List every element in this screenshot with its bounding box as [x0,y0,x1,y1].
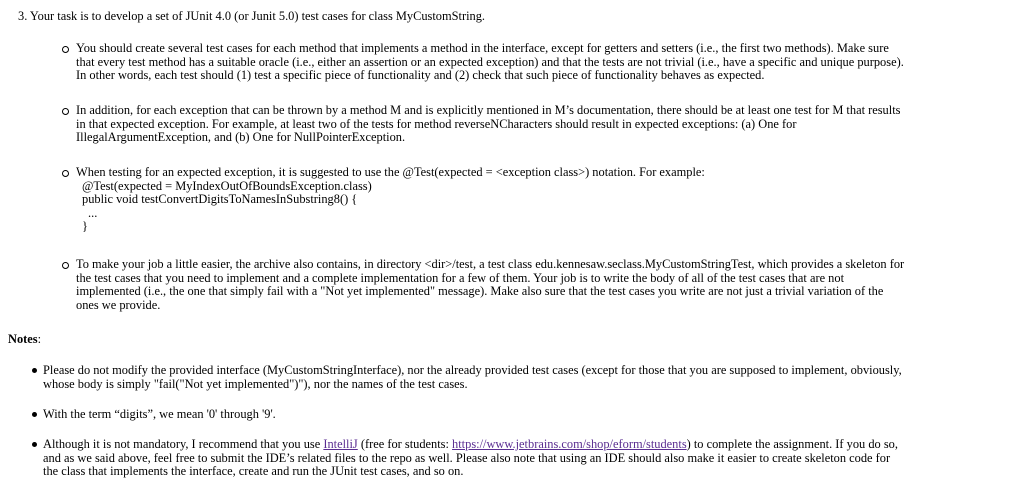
text-line [43,438,1013,452]
disc-bullet-icon [32,412,37,417]
circle-bullet-icon [62,170,69,177]
circle-bullet-icon [62,108,69,115]
text-line: the class that implements the interface, create and run the JUnit test cases, and so on. [43,464,464,479]
text-line: that every test method has a suitable oracle (i.e., either an assertion or an expected exception) and that the tests are not trivial (i.e., have a specific and unique purpose). [76,54,904,69]
notes-heading-colon: : [37,332,42,346]
text-line: in that expected exception. For example, at least two of the tests for method reverseNCharacters should result in expected exceptions: (a) One for [76,116,797,131]
code-line: } [82,219,88,234]
text-line: and as we said above, feel free to submit the IDE’s related files to the repo as well. Please also note that using an IDE should also make it easier to create skeleton code for [43,450,891,465]
note-text [43,408,1013,422]
list-item-text [76,104,1011,145]
list-item-text [76,42,1011,83]
text-line: Please do not modify the provided interface (MyCustomStringInterface), nor the already provided test cases (except for those that you are supposed to implement, obviously, [43,363,902,377]
task-statement: 3. Your task is to develop a set of JUnit 4.0 (or Junit 5.0) test cases for class MyCustomString. [18,9,486,23]
note-text [43,364,1013,391]
disc-bullet-icon [32,442,37,447]
notes-heading [8,333,41,347]
note-text-segment: (free for students: [357,437,453,451]
note-text-segment: ) to complete the assignment. If you do so, [686,437,898,451]
text-line: implemented (i.e., the one that simply fail with a "Not yet implemented" message). Make also sure that the test cases you write are not just a trivial variation of the [76,284,884,299]
text-line: whose body is simply "fail("Not yet implemented")"), nor the names of the test cases. [43,376,468,391]
circle-bullet-icon [62,262,69,269]
list-item-text [76,166,1011,234]
text-line: In addition, for each exception that can be thrown by a method M and is explicitly mentioned in M’s documentation, there should be at least one test for M that results [76,103,901,117]
intellij-link[interactable]: IntelliJ [323,437,358,451]
note-text-segment: Although it is not mandatory, I recommend that you use [43,437,324,451]
code-line: @Test(expected = MyIndexOutOfBoundsException.class) [82,178,372,193]
code-line: public void testConvertDigitsToNamesInSubstring8() { [82,192,358,207]
text-line: In other words, each test should (1) test a specific piece of functionality and (2) check that such piece of functionality behaves as expected. [76,68,765,83]
notes-heading-label: Notes [8,332,38,346]
text-line: When testing for an expected exception, it is suggested to use the @Test(expected = <exception class>) notation. For example: [76,165,705,179]
text-line: the test cases that you need to implement and a complete implementation for a few of them. Your job is to write the body of all of the test cases that are not [76,270,845,285]
circle-bullet-icon [62,46,69,53]
disc-bullet-icon [32,368,37,373]
text-line: IllegalArgumentException, and (b) One for NullPointerException. [76,130,406,145]
jetbrains-students-link[interactable]: https://www.jetbrains.com/shop/eform/students [452,437,687,451]
text-line: To make your job a little easier, the archive also contains, in directory <dir>/test, a test class edu.kennesaw.seclass.MyCustomStringTest, which provides a skeleton for [76,257,905,271]
text-line: You should create several test cases for each method that implements a method in the interface, except for getters and setters (i.e., the first two methods). Make sure [76,41,889,55]
list-item-text [76,258,1011,312]
text-line: ones we provide. [76,297,161,312]
text-line: With the term “digits”, we mean '0' through '9'. [43,407,276,421]
code-line: ... [88,205,98,220]
note-text [43,438,1013,479]
